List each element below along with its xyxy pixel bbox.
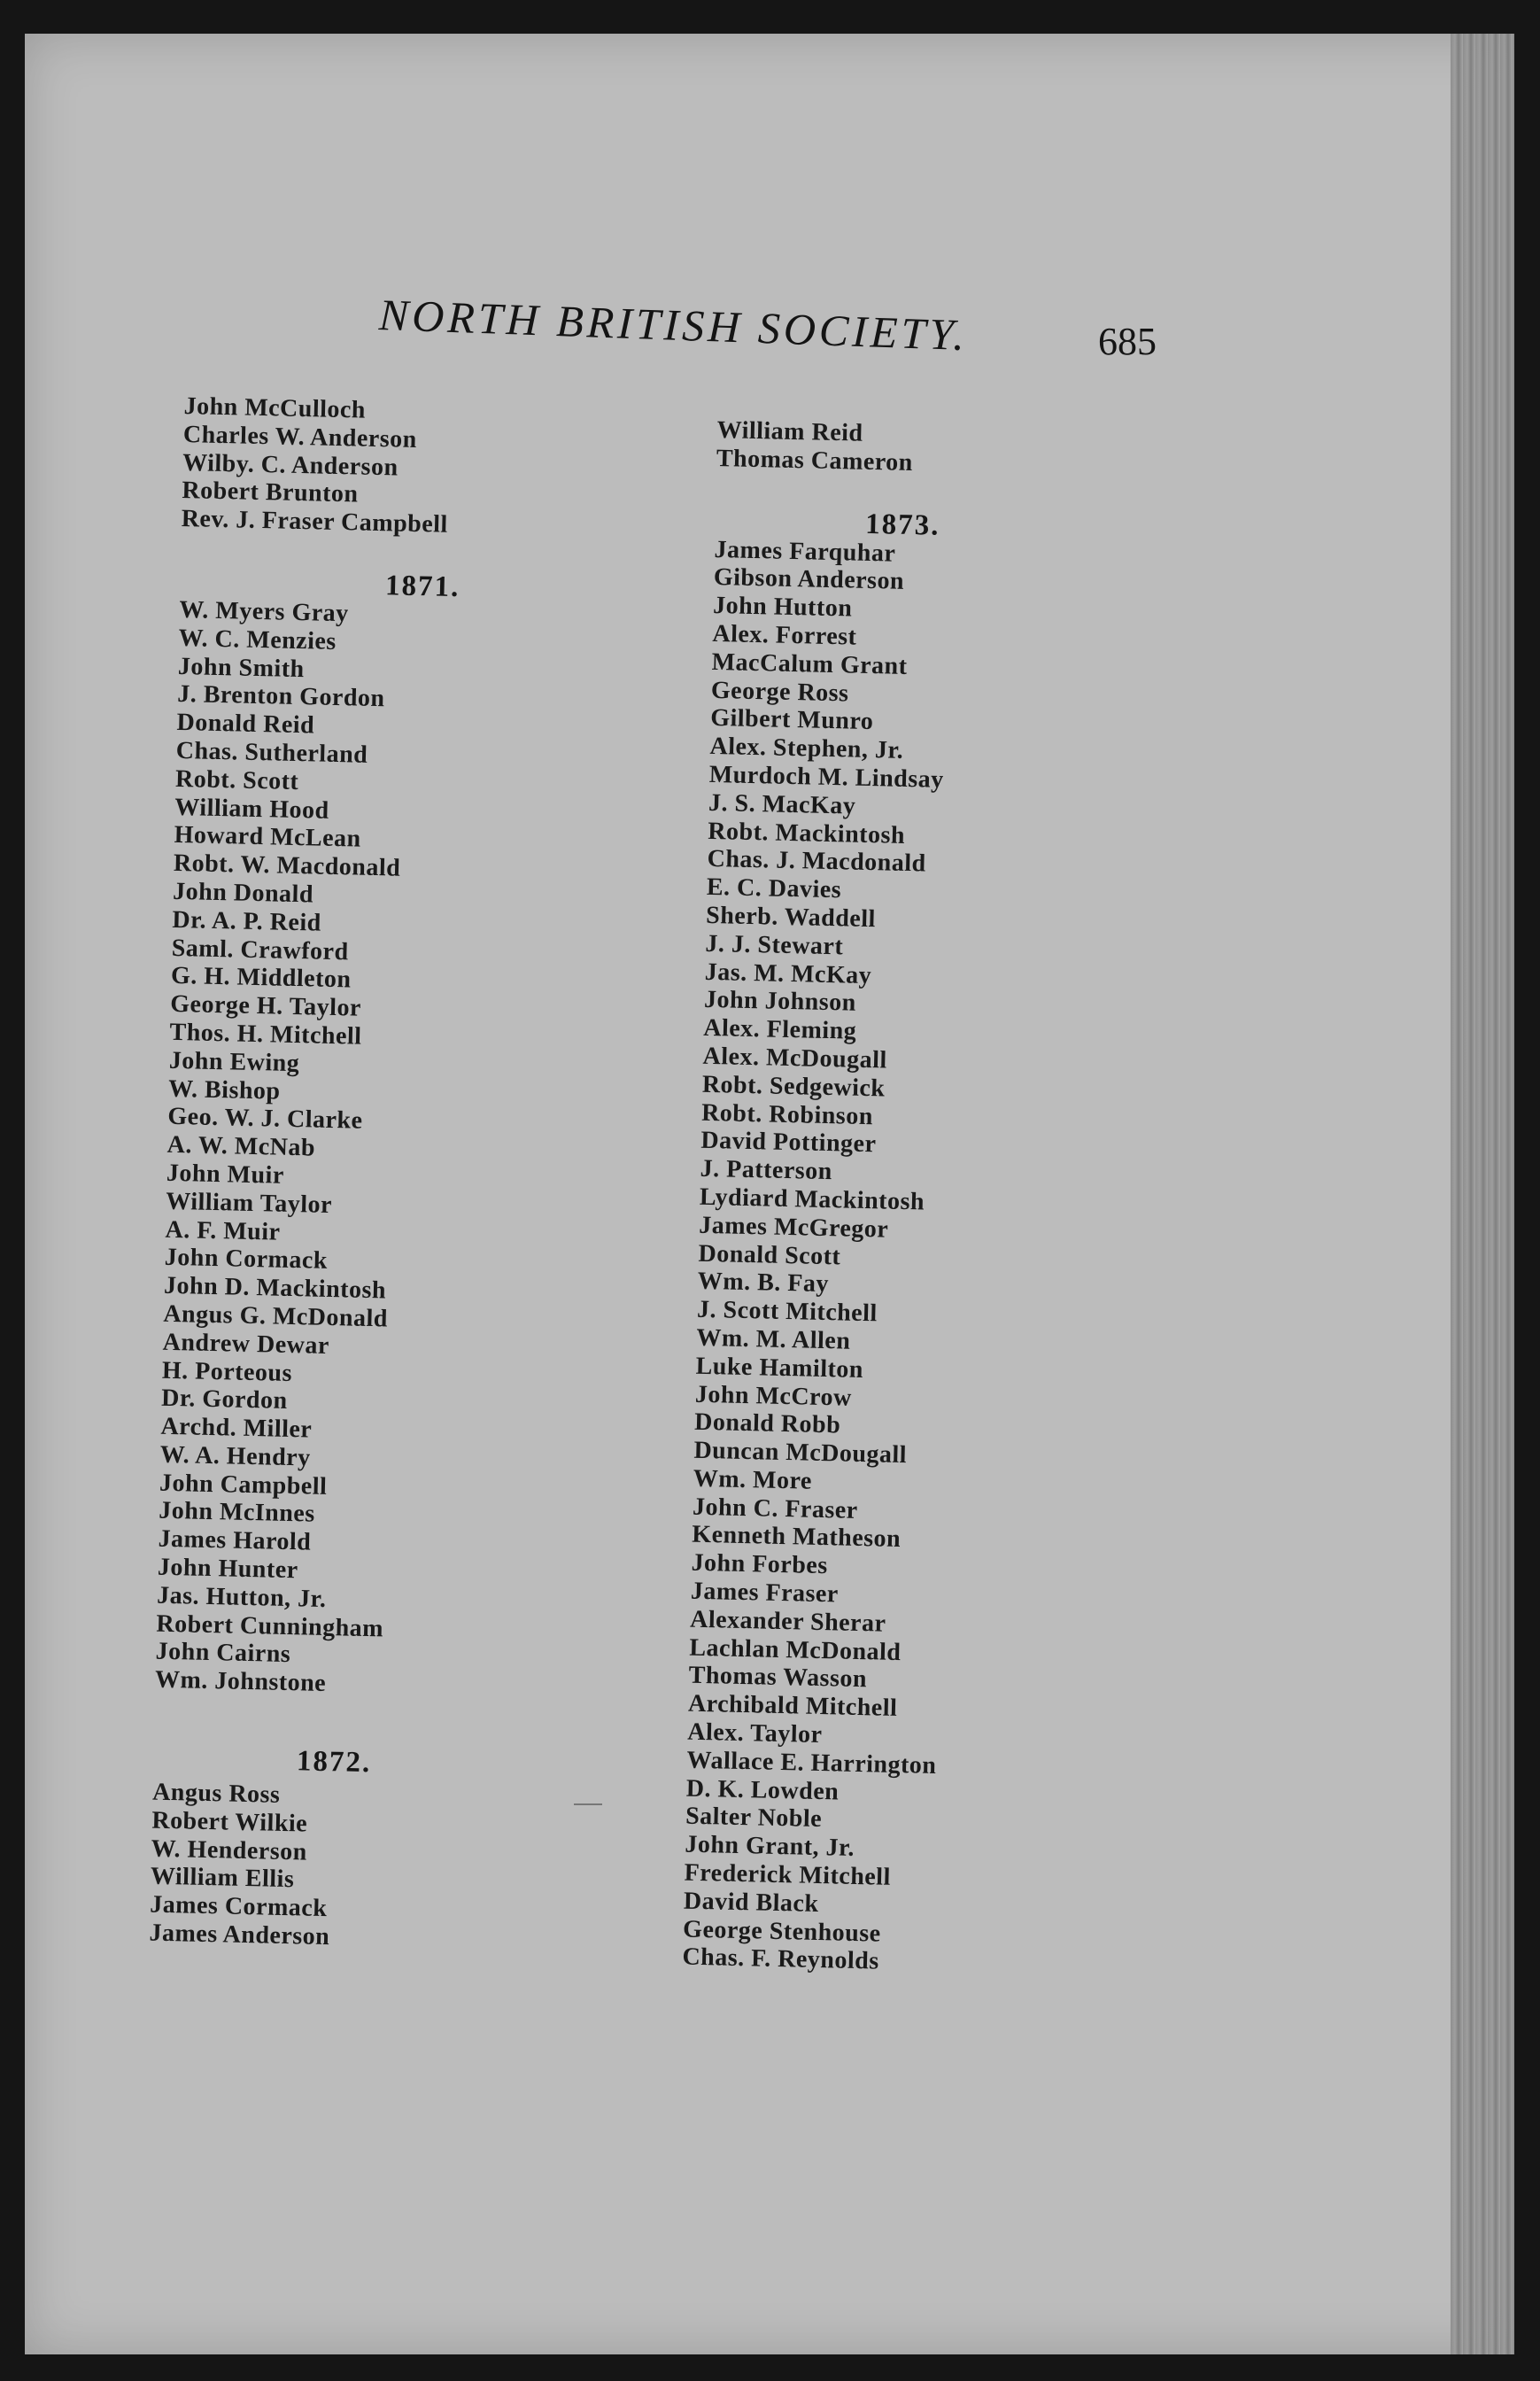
member-name: A. W. McNab <box>166 1130 316 1162</box>
member-name: John Campbell <box>159 1469 328 1501</box>
member-name: Jas. M. McKay <box>704 958 872 989</box>
member-name: James McGregor <box>698 1211 889 1244</box>
left-column <box>149 392 464 1954</box>
member-name: Dr. Gordon <box>160 1384 288 1415</box>
member-name: Duncan McDougall <box>693 1436 908 1470</box>
member-name: Gibson Anderson <box>713 563 905 596</box>
member-name: Dr. A. P. Reid <box>172 905 322 937</box>
member-name: Alex. Stephen, Jr. <box>709 733 904 765</box>
member-name: Angus Ross <box>151 1778 281 1809</box>
member-name: William Hood <box>174 793 329 825</box>
member-name: John Ewing <box>168 1046 300 1077</box>
member-name: David Pottinger <box>700 1127 877 1159</box>
member-name: John Cormack <box>164 1244 329 1276</box>
member-name: John D. Mackintosh <box>163 1271 387 1305</box>
member-name: Lydiard Mackintosh <box>699 1183 925 1216</box>
member-name: George Ross <box>710 676 849 708</box>
member-name: Alex. Forrest <box>712 619 857 651</box>
member-name: James Harold <box>158 1524 312 1556</box>
member-name: George Stenhouse <box>682 1915 881 1948</box>
member-name: Robt. Sedgewick <box>701 1070 886 1103</box>
member-names-list <box>682 536 964 1978</box>
member-name: Alex. Taylor <box>686 1718 823 1749</box>
member-name: Donald Robb <box>693 1408 841 1439</box>
member-name: John C. Fraser <box>692 1493 859 1524</box>
member-name: Sherb. Waddell <box>705 901 877 934</box>
member-name: John Donald <box>172 877 314 909</box>
member-name: Angus G. McDonald <box>163 1299 389 1333</box>
member-name: Geo. W. J. Clarke <box>167 1103 363 1136</box>
member-name: John McCrow <box>694 1380 853 1412</box>
member-name: MacCalum Grant <box>711 648 908 680</box>
member-name: John Forbes <box>691 1548 829 1580</box>
member-name: Wilby. C. Anderson <box>182 448 399 482</box>
member-name: Robt. W. Macdonald <box>173 849 401 882</box>
member-name: John McInnes <box>158 1497 316 1529</box>
member-name: G. H. Middleton <box>170 962 352 994</box>
member-name: John Smith <box>177 652 306 683</box>
member-name: Howard McLean <box>174 821 361 854</box>
running-head: NORTH BRITISH SOCIETY. <box>378 290 969 361</box>
member-name: Robt. Scott <box>174 764 299 795</box>
member-name: W. Bishop <box>167 1074 281 1105</box>
member-name: James Farquhar <box>714 535 896 568</box>
right-column <box>682 416 967 1977</box>
member-names-list <box>155 596 460 1701</box>
member-name: Alex. McDougall <box>702 1042 888 1074</box>
member-name: Wm. Johnstone <box>154 1665 327 1698</box>
continued-names-list <box>181 392 464 539</box>
year-group-1873 <box>682 507 964 1978</box>
member-name: James Fraser <box>690 1577 840 1609</box>
page-binding-edge <box>1451 34 1514 2354</box>
member-name: George H. Taylor <box>169 989 362 1022</box>
member-name: W. A. Hendry <box>159 1440 311 1472</box>
member-name: Robert Wilkie <box>151 1806 308 1838</box>
member-name: W. Myers Gray <box>179 595 350 628</box>
member-name: William Reid <box>716 416 863 447</box>
member-name: John Muir <box>166 1159 285 1190</box>
member-name: J. Scott Mitchell <box>696 1295 878 1328</box>
member-name: John Johnson <box>703 986 857 1018</box>
member-name: John Hunter <box>157 1553 298 1585</box>
member-name: Kenneth Matheson <box>691 1521 902 1554</box>
member-name: E. C. Davies <box>706 873 842 904</box>
member-name: David Black <box>683 1887 819 1918</box>
member-name: Donald Scott <box>698 1239 841 1270</box>
member-name: William Ellis <box>150 1863 295 1894</box>
member-name: Murdoch M. Lindsay <box>708 760 945 794</box>
member-name: James Anderson <box>149 1919 330 1951</box>
year-heading: 1873. <box>864 508 940 542</box>
member-name: A. F. Muir <box>165 1215 281 1246</box>
continued-names-list <box>716 416 967 478</box>
member-name: Robert Brunton <box>182 477 359 508</box>
year-group-1871 <box>155 567 460 1701</box>
member-name: D. K. Lowden <box>685 1774 840 1806</box>
member-name: Saml. Crawford <box>171 934 349 966</box>
member-name: John Grant, Jr. <box>685 1830 855 1863</box>
member-name: H. Porteous <box>161 1356 293 1387</box>
member-name: James Cormack <box>149 1890 328 1923</box>
member-name: Charles W. Anderson <box>182 420 418 454</box>
member-name: Alex. Fleming <box>702 1013 857 1045</box>
member-name: William Taylor <box>165 1187 333 1219</box>
member-name: Chas. J. Macdonald <box>707 845 926 878</box>
member-name: Wm. More <box>693 1464 813 1495</box>
member-name: John Cairns <box>155 1638 291 1669</box>
member-name: Wm. B. Fay <box>697 1268 830 1299</box>
member-name: J. Brenton Gordon <box>176 680 385 713</box>
member-name: Alexander Sherar <box>689 1605 886 1638</box>
member-name: Frederick Mitchell <box>684 1858 892 1891</box>
member-name: J. Patterson <box>700 1154 833 1186</box>
member-name: Chas. Sutherland <box>175 736 368 769</box>
member-name: Thomas Wasson <box>688 1662 868 1694</box>
member-name: J. J. Stewart <box>705 929 844 961</box>
member-name: Archd. Miller <box>160 1412 313 1444</box>
member-names-list <box>149 1779 432 1954</box>
printer-mark <box>574 1803 602 1805</box>
member-name: John Hutton <box>712 592 853 623</box>
member-name: Thomas Cameron <box>716 444 914 477</box>
year-heading: 1871. <box>384 570 460 604</box>
member-name: Robert Cunningham <box>156 1609 384 1643</box>
member-name: Lachlan McDonald <box>689 1633 902 1666</box>
member-name: Gilbert Munro <box>709 704 874 736</box>
member-name: Luke Hamilton <box>695 1352 864 1384</box>
member-name: Andrew Dewar <box>162 1328 330 1360</box>
member-name: Wallace E. Harrington <box>686 1746 937 1780</box>
member-name: John McCulloch <box>183 392 367 424</box>
member-name: Robt. Mackintosh <box>708 817 906 849</box>
member-name: Thos. H. Mitchell <box>169 1018 362 1051</box>
member-name: Wm. M. Allen <box>696 1323 851 1355</box>
book-page <box>25 34 1514 2354</box>
member-name: Archibald Mitchell <box>687 1689 898 1723</box>
member-name: W. C. Menzies <box>178 624 337 655</box>
year-group-1872 <box>149 1744 433 1954</box>
member-name: J. S. MacKay <box>708 788 856 820</box>
member-name: Chas. F. Reynolds <box>682 1943 880 1976</box>
member-name: Robt. Robinson <box>700 1098 874 1130</box>
page-number: 685 <box>1098 320 1157 363</box>
member-name: W. Henderson <box>151 1834 308 1866</box>
member-name: Salter Noble <box>685 1803 823 1834</box>
member-name: Rev. J. Fraser Campbell <box>181 505 449 539</box>
member-name: Donald Reid <box>176 709 315 740</box>
year-heading: 1872. <box>296 1745 372 1780</box>
member-name: Jas. Hutton, Jr. <box>156 1581 327 1613</box>
